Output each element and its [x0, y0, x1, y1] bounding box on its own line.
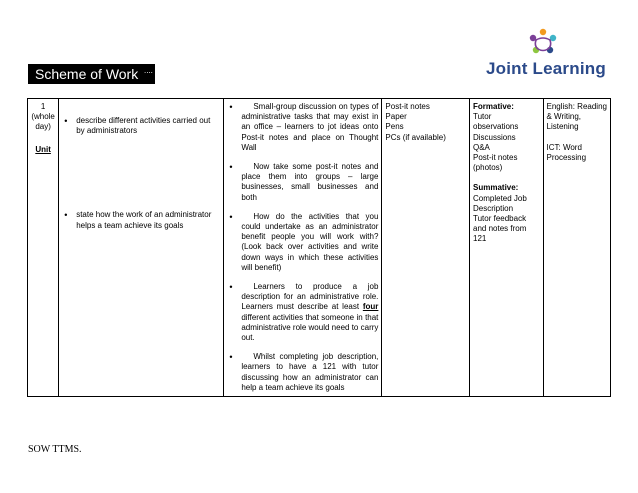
formative-label: Formative:	[473, 102, 514, 111]
summative-item: 121	[473, 234, 487, 244]
session-cell	[28, 99, 59, 397]
page-title: Scheme of Work	[35, 66, 139, 82]
title-suffix: ....	[144, 66, 153, 75]
resources-cell	[382, 99, 470, 397]
scheme-of-work-table	[27, 98, 611, 397]
skill-item: Processing	[546, 152, 587, 162]
activity-text: different activities that someone in that administrative role would need to carry out.	[241, 312, 379, 343]
formative-item: Discussions	[473, 132, 516, 142]
summative-item: Completed Job	[473, 193, 527, 203]
summative-label: Summative:	[473, 183, 519, 193]
footer-text: SOW TTMS.	[28, 444, 82, 455]
summative-item: Tutor feedback	[473, 214, 527, 224]
resource-item: Paper	[385, 112, 407, 122]
skills-cell	[543, 99, 611, 397]
table-row	[28, 99, 611, 397]
session-number: 1	[40, 102, 46, 111]
formative-item: observations	[473, 122, 519, 132]
activity-emphasis: four	[362, 302, 379, 312]
formative-item: (photos)	[473, 163, 503, 173]
resource-item: PCs (if available)	[385, 132, 446, 142]
session-duration: day)	[35, 122, 51, 132]
activity-text: Now take some post-it notes and place them into groups – large businesses, small businesses and both	[241, 162, 379, 202]
formative-item: Post-it notes	[473, 153, 518, 163]
joint-learning-logo	[486, 28, 606, 84]
list-item: • describe different activities carried out by administrators	[62, 116, 220, 136]
skill-item: ICT: Word	[546, 142, 582, 152]
list-item: • state how the work of an administrator helps a team achieve its goals	[62, 210, 220, 230]
summative-item: and notes from	[473, 224, 527, 234]
unit-label: Unit	[35, 144, 51, 154]
formative-item: Tutor	[473, 112, 492, 122]
objectives-cell	[59, 99, 224, 397]
skill-item: Listening	[546, 122, 579, 132]
session-duration: (whole	[31, 112, 55, 122]
activity-text: Small-group discussion on types of administrative tasks that may exist in an office – learners to jot ideas onto Post-it notes and place on Thought Wall	[241, 102, 379, 152]
skill-item: & Writing,	[546, 112, 582, 122]
list-item	[227, 282, 378, 343]
summative-item: Description	[473, 203, 514, 213]
list-item	[227, 212, 378, 273]
resource-item: Pens	[385, 122, 404, 132]
formative-item: Q&A	[473, 142, 490, 152]
skill-item: English: Reading	[546, 102, 607, 111]
resource-item: Post-it notes	[385, 102, 430, 111]
activity-text: Learners to produce a job description for an administrative role. Learners must describe at least	[241, 282, 379, 312]
people-circle-icon	[528, 28, 558, 56]
assessment-cell	[470, 99, 544, 397]
list-item	[227, 162, 378, 203]
activities-cell	[224, 99, 382, 397]
logo-text: Joint Learning	[486, 59, 606, 78]
list-item	[227, 352, 378, 393]
activity-text: How do the activities that you could undertake as an administrator benefit people you will work with? (Look back over activities and write down ways in which these activities will benefit)	[241, 211, 379, 272]
list-item	[227, 102, 378, 153]
activity-text: Whilst completing job description, learners to have a 121 with tutor discussing how an administrator can help a team achieve its goals	[241, 352, 379, 392]
